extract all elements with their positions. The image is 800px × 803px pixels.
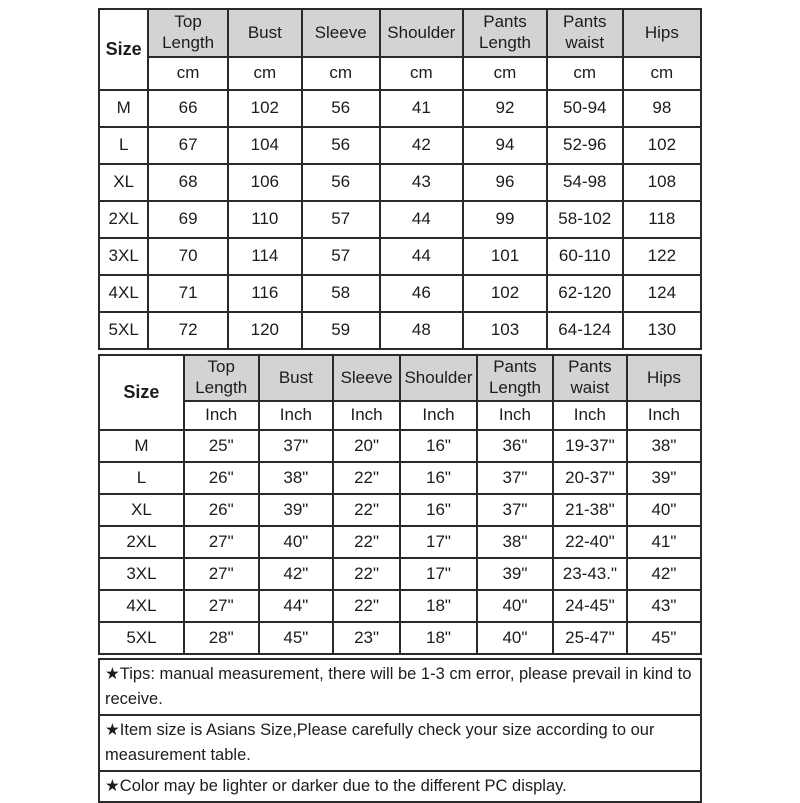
unit-cell: Inch — [333, 401, 400, 430]
size-cell: XL — [99, 494, 184, 526]
table-row — [99, 462, 701, 494]
value-cell: 43" — [627, 590, 701, 622]
value-cell: 18" — [400, 622, 477, 654]
header-row — [99, 355, 701, 401]
units-row — [99, 401, 701, 430]
size-cell: 5XL — [99, 312, 148, 349]
unit-cell: Inch — [184, 401, 259, 430]
table-row — [99, 590, 701, 622]
value-cell: 20-37" — [553, 462, 627, 494]
table-row — [99, 238, 701, 275]
unit-cell: Inch — [477, 401, 553, 430]
table-row — [99, 275, 701, 312]
value-cell: 27" — [184, 590, 259, 622]
table-row — [99, 164, 701, 201]
value-cell: 71 — [148, 275, 227, 312]
value-cell: 102 — [463, 275, 547, 312]
value-cell: 40" — [477, 590, 553, 622]
column-header: Pants Length — [463, 9, 547, 57]
size-cell: 4XL — [99, 590, 184, 622]
value-cell: 101 — [463, 238, 547, 275]
value-cell: 98 — [623, 90, 701, 127]
size-cell: L — [99, 127, 148, 164]
value-cell: 92 — [463, 90, 547, 127]
value-cell: 37" — [477, 462, 553, 494]
value-cell: 22" — [333, 526, 400, 558]
table-row — [99, 558, 701, 590]
value-cell: 28" — [184, 622, 259, 654]
column-header: Sleeve — [302, 9, 380, 57]
value-cell: 67 — [148, 127, 227, 164]
value-cell: 38" — [627, 430, 701, 462]
value-cell: 108 — [623, 164, 701, 201]
value-cell: 45" — [627, 622, 701, 654]
value-cell: 122 — [623, 238, 701, 275]
value-cell: 26" — [184, 462, 259, 494]
unit-cell: Inch — [553, 401, 627, 430]
unit-cell: cm — [228, 57, 302, 90]
value-cell: 94 — [463, 127, 547, 164]
value-cell: 99 — [463, 201, 547, 238]
value-cell: 60-110 — [547, 238, 623, 275]
value-cell: 116 — [228, 275, 302, 312]
value-cell: 46 — [380, 275, 464, 312]
column-header: Sleeve — [333, 355, 400, 401]
size-column-header: Size — [99, 9, 148, 90]
unit-cell: cm — [623, 57, 701, 90]
unit-cell: cm — [380, 57, 464, 90]
column-header: Hips — [627, 355, 701, 401]
value-cell: 41 — [380, 90, 464, 127]
value-cell: 42" — [627, 558, 701, 590]
value-cell: 56 — [302, 164, 380, 201]
size-cell: M — [99, 430, 184, 462]
value-cell: 114 — [228, 238, 302, 275]
value-cell: 52-96 — [547, 127, 623, 164]
value-cell: 23-43." — [553, 558, 627, 590]
tips-notes — [98, 658, 702, 803]
tip-note-measurement: ★Tips: manual measurement, there will be 1-3 cm error, please prevail in kind to receive. — [100, 660, 700, 716]
column-header: Bust — [259, 355, 334, 401]
unit-cell: cm — [148, 57, 227, 90]
value-cell: 17" — [400, 526, 477, 558]
table-row — [99, 430, 701, 462]
size-cell: 2XL — [99, 201, 148, 238]
column-header: Top Length — [148, 9, 227, 57]
value-cell: 40" — [259, 526, 334, 558]
value-cell: 42" — [259, 558, 334, 590]
value-cell: 27" — [184, 558, 259, 590]
value-cell: 59 — [302, 312, 380, 349]
value-cell: 39" — [477, 558, 553, 590]
table-row — [99, 201, 701, 238]
value-cell: 16" — [400, 430, 477, 462]
column-header: Bust — [228, 9, 302, 57]
value-cell: 22" — [333, 462, 400, 494]
value-cell: 43 — [380, 164, 464, 201]
value-cell: 64-124 — [547, 312, 623, 349]
table-row — [99, 127, 701, 164]
size-column-header: Size — [99, 355, 184, 430]
unit-cell: cm — [547, 57, 623, 90]
value-cell: 19-37" — [553, 430, 627, 462]
value-cell: 102 — [228, 90, 302, 127]
value-cell: 96 — [463, 164, 547, 201]
value-cell: 104 — [228, 127, 302, 164]
column-header: Pants waist — [553, 355, 627, 401]
column-header: Hips — [623, 9, 701, 57]
value-cell: 102 — [623, 127, 701, 164]
size-cell: M — [99, 90, 148, 127]
size-cell: XL — [99, 164, 148, 201]
size-cell: 3XL — [99, 238, 148, 275]
value-cell: 70 — [148, 238, 227, 275]
value-cell: 58-102 — [547, 201, 623, 238]
column-header: Pants waist — [547, 9, 623, 57]
value-cell: 39" — [627, 462, 701, 494]
value-cell: 22-40" — [553, 526, 627, 558]
size-cell: L — [99, 462, 184, 494]
value-cell: 54-98 — [547, 164, 623, 201]
unit-cell: Inch — [627, 401, 701, 430]
value-cell: 69 — [148, 201, 227, 238]
value-cell: 24-45" — [553, 590, 627, 622]
table-row — [99, 312, 701, 349]
value-cell: 44" — [259, 590, 334, 622]
unit-cell: Inch — [259, 401, 334, 430]
value-cell: 22" — [333, 494, 400, 526]
size-table-cm — [98, 8, 702, 350]
value-cell: 37" — [477, 494, 553, 526]
value-cell: 48 — [380, 312, 464, 349]
value-cell: 17" — [400, 558, 477, 590]
value-cell: 66 — [148, 90, 227, 127]
value-cell: 37" — [259, 430, 334, 462]
value-cell: 124 — [623, 275, 701, 312]
unit-cell: cm — [302, 57, 380, 90]
size-table-inch — [98, 354, 702, 655]
table-row — [99, 622, 701, 654]
unit-cell: cm — [463, 57, 547, 90]
value-cell: 62-120 — [547, 275, 623, 312]
unit-cell: Inch — [400, 401, 477, 430]
value-cell: 45" — [259, 622, 334, 654]
table-row — [99, 526, 701, 558]
value-cell: 16" — [400, 494, 477, 526]
size-chart-sheet — [98, 0, 702, 803]
value-cell: 130 — [623, 312, 701, 349]
value-cell: 57 — [302, 201, 380, 238]
value-cell: 18" — [400, 590, 477, 622]
value-cell: 25" — [184, 430, 259, 462]
value-cell: 68 — [148, 164, 227, 201]
size-cell: 5XL — [99, 622, 184, 654]
column-header: Shoulder — [400, 355, 477, 401]
value-cell: 40" — [627, 494, 701, 526]
column-header: Shoulder — [380, 9, 464, 57]
value-cell: 58 — [302, 275, 380, 312]
value-cell: 36" — [477, 430, 553, 462]
value-cell: 110 — [228, 201, 302, 238]
value-cell: 38" — [259, 462, 334, 494]
value-cell: 56 — [302, 90, 380, 127]
value-cell: 22" — [333, 558, 400, 590]
tip-note-color: ★Color may be lighter or darker due to the different PC display. — [105, 777, 567, 795]
size-cell: 3XL — [99, 558, 184, 590]
value-cell: 25-47" — [553, 622, 627, 654]
value-cell: 27" — [184, 526, 259, 558]
value-cell: 41" — [627, 526, 701, 558]
value-cell: 40" — [477, 622, 553, 654]
header-row — [99, 9, 701, 57]
value-cell: 50-94 — [547, 90, 623, 127]
value-cell: 120 — [228, 312, 302, 349]
value-cell: 20" — [333, 430, 400, 462]
value-cell: 57 — [302, 238, 380, 275]
table-row — [99, 494, 701, 526]
value-cell: 26" — [184, 494, 259, 526]
value-cell: 22" — [333, 590, 400, 622]
value-cell: 23" — [333, 622, 400, 654]
value-cell: 42 — [380, 127, 464, 164]
tip-note-asian-size: ★Item size is Asians Size,Please carefully check your size according to our measurement table. — [100, 716, 700, 772]
table-row — [99, 90, 701, 127]
value-cell: 44 — [380, 238, 464, 275]
value-cell: 106 — [228, 164, 302, 201]
value-cell: 16" — [400, 462, 477, 494]
value-cell: 21-38" — [553, 494, 627, 526]
value-cell: 56 — [302, 127, 380, 164]
value-cell: 72 — [148, 312, 227, 349]
column-header: Top Length — [184, 355, 259, 401]
value-cell: 118 — [623, 201, 701, 238]
column-header: Pants Length — [477, 355, 553, 401]
size-cell: 4XL — [99, 275, 148, 312]
value-cell: 39" — [259, 494, 334, 526]
value-cell: 103 — [463, 312, 547, 349]
units-row — [99, 57, 701, 90]
size-cell: 2XL — [99, 526, 184, 558]
value-cell: 44 — [380, 201, 464, 238]
value-cell: 38" — [477, 526, 553, 558]
